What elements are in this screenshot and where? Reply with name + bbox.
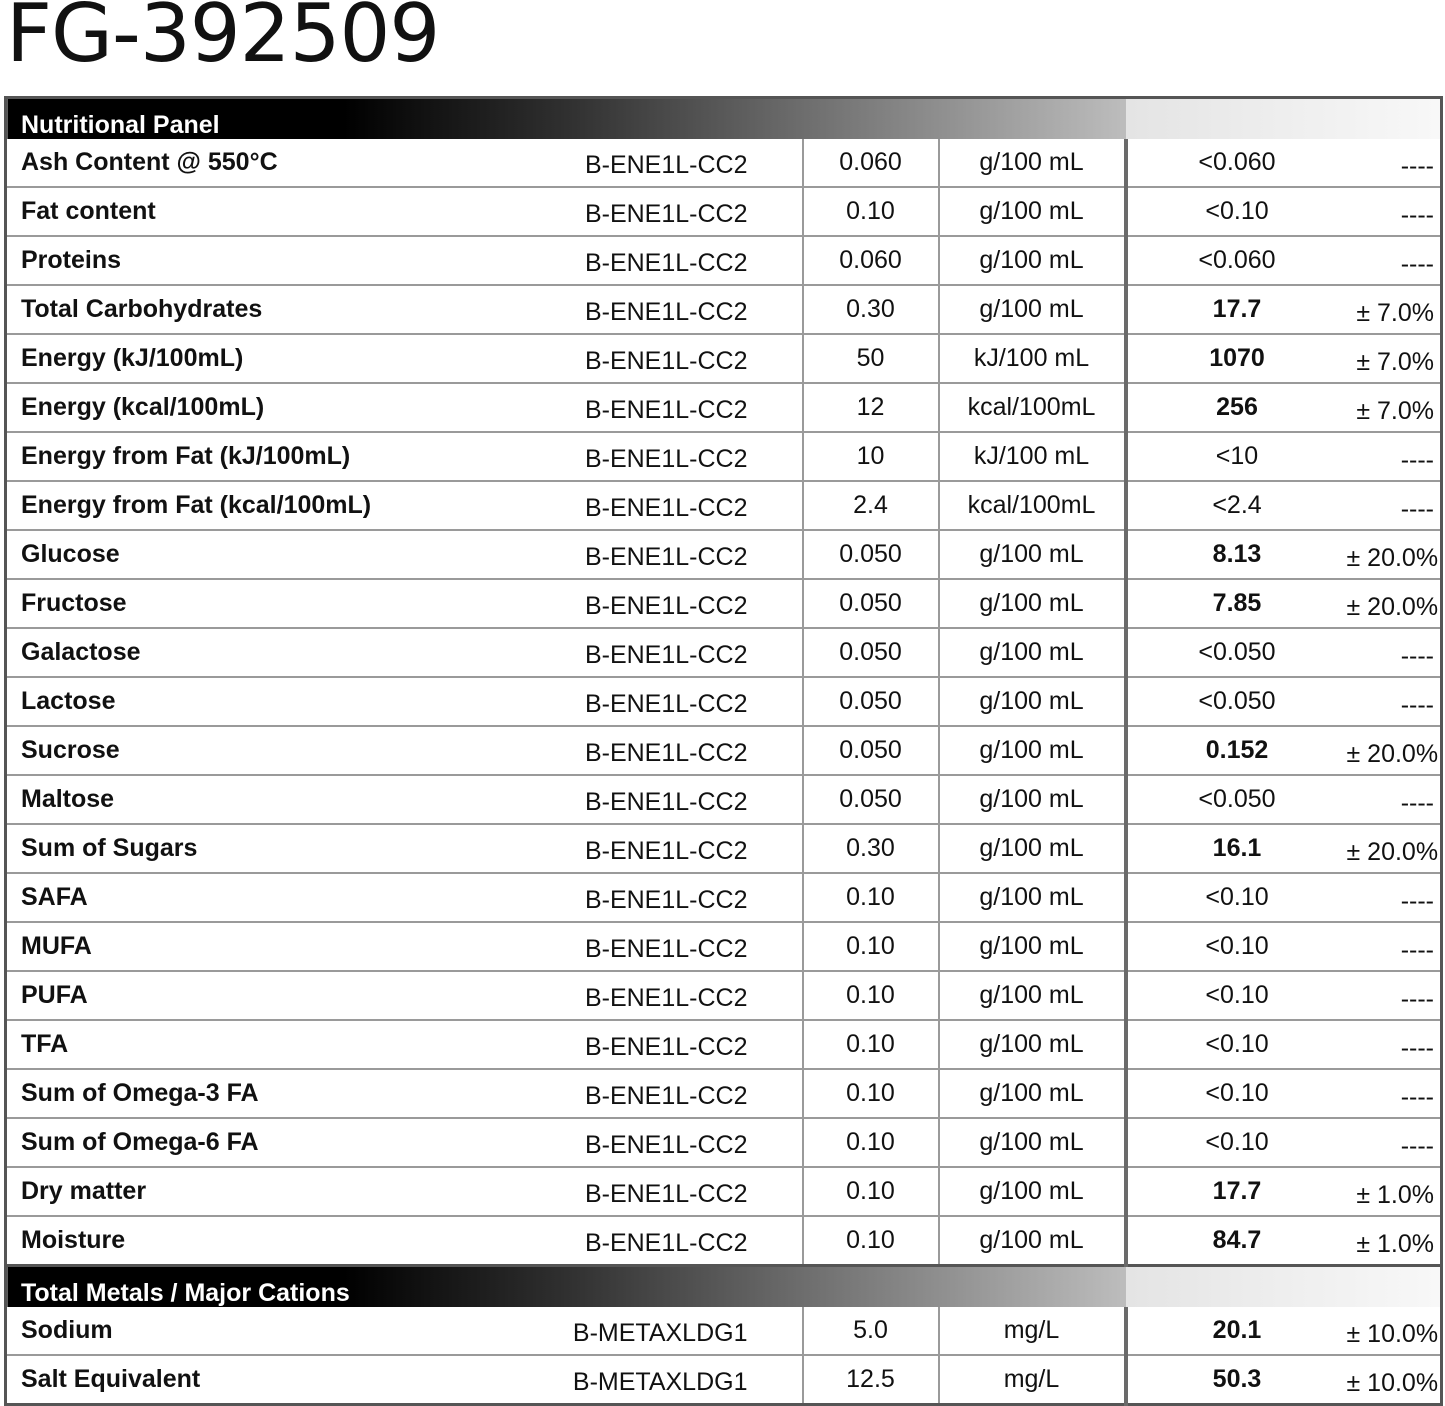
result-value: 1070 (1126, 334, 1347, 383)
detection-limit: 0.050 (803, 775, 939, 824)
unit-cell: kJ/100 mL (939, 432, 1126, 481)
table-row (6, 432, 1442, 481)
table-row (6, 1355, 1442, 1405)
section-header (6, 98, 1442, 140)
result-value: <0.060 (1126, 236, 1347, 285)
analyte-name: Energy (kcal/100mL) (6, 383, 558, 432)
analyte-name: Total Carbohydrates (6, 285, 558, 334)
result-value: <0.10 (1126, 971, 1347, 1020)
table-row (6, 1069, 1442, 1118)
uncertainty-value: ---- (1347, 1020, 1442, 1069)
analyte-name: Maltose (6, 775, 558, 824)
detection-limit: 0.10 (803, 187, 939, 236)
analyte-name: Ash Content @ 550°C (6, 139, 558, 187)
unit-cell: g/100 mL (939, 873, 1126, 922)
detection-limit: 0.10 (803, 1167, 939, 1216)
unit-cell: g/100 mL (939, 1118, 1126, 1167)
result-value: 84.7 (1126, 1216, 1347, 1266)
unit-cell: g/100 mL (939, 1216, 1126, 1266)
method-code: B-METAXLDG1 (572, 1368, 748, 1396)
unit-cell: kcal/100mL (939, 481, 1126, 530)
detection-limit: 0.050 (803, 530, 939, 579)
uncertainty-value: ± 20.0% (1347, 530, 1442, 579)
result-value: 0.152 (1126, 726, 1347, 775)
unit-cell: mg/L (939, 1307, 1126, 1355)
table-row (6, 236, 1442, 285)
uncertainty-value: ---- (1347, 922, 1442, 971)
result-value: <0.10 (1126, 1069, 1347, 1118)
analyte-name: Sodium (6, 1307, 558, 1355)
table-row (6, 1216, 1442, 1266)
result-value: 50.3 (1126, 1355, 1347, 1405)
analyte-name: Moisture (6, 1216, 558, 1266)
detection-limit: 10 (803, 432, 939, 481)
method-code: B-ENE1L-CC2 (558, 1167, 803, 1216)
uncertainty-value: ---- (1347, 873, 1442, 922)
table-row (6, 971, 1442, 1020)
table-row (6, 334, 1442, 383)
unit-cell: mg/L (939, 1355, 1126, 1405)
detection-limit: 0.050 (803, 628, 939, 677)
unit-cell: g/100 mL (939, 530, 1126, 579)
unit-cell: g/100 mL (939, 775, 1126, 824)
result-value: 16.1 (1126, 824, 1347, 873)
method-code: B-ENE1L-CC2 (558, 530, 803, 579)
result-value: 8.13 (1126, 530, 1347, 579)
detection-limit: 50 (803, 334, 939, 383)
unit-cell: g/100 mL (939, 187, 1126, 236)
unit-cell: kJ/100 mL (939, 334, 1126, 383)
analyte-name: Galactose (6, 628, 558, 677)
method-code: B-ENE1L-CC2 (558, 383, 803, 432)
detection-limit: 0.10 (803, 873, 939, 922)
section-title: Nutritional Panel (6, 98, 1126, 140)
uncertainty-value: ± 7.0% (1347, 285, 1442, 334)
analyte-name: Energy from Fat (kcal/100mL) (6, 481, 558, 530)
detection-limit: 0.10 (803, 1118, 939, 1167)
unit-cell: kcal/100mL (939, 383, 1126, 432)
analyte-name: Energy from Fat (kJ/100mL) (6, 432, 558, 481)
table-row (6, 873, 1442, 922)
table-row (6, 579, 1442, 628)
result-value: <0.050 (1126, 628, 1347, 677)
method-code: B-ENE1L-CC2 (558, 1118, 803, 1167)
method-code: B-ENE1L-CC2 (558, 628, 803, 677)
result-value: <0.050 (1126, 677, 1347, 726)
method-code: B-ENE1L-CC2 (558, 481, 803, 530)
method-code: B-ENE1L-CC2 (558, 334, 803, 383)
analyte-name: Lactose (6, 677, 558, 726)
method-code: B-ENE1L-CC2 (558, 726, 803, 775)
uncertainty-value: ---- (1347, 236, 1442, 285)
analyte-name: Fructose (6, 579, 558, 628)
table-row (6, 1020, 1442, 1069)
analyte-name: Sum of Sugars (6, 824, 558, 873)
result-value: 20.1 (1126, 1307, 1347, 1355)
unit-cell: g/100 mL (939, 1020, 1126, 1069)
detection-limit: 0.10 (803, 1020, 939, 1069)
method-code: B-ENE1L-CC2 (558, 677, 803, 726)
result-value: <10 (1126, 432, 1347, 481)
table-row (6, 628, 1442, 677)
uncertainty-value: ± 7.0% (1347, 334, 1442, 383)
section-header-fill (1126, 98, 1442, 140)
detection-limit: 0.30 (803, 824, 939, 873)
analyte-name: Dry matter (6, 1167, 558, 1216)
analyte-name: Proteins (6, 236, 558, 285)
analyte-name: TFA (6, 1020, 558, 1069)
detection-limit: 0.10 (803, 971, 939, 1020)
analyte-name: Sum of Omega-3 FA (6, 1069, 558, 1118)
analyte-name: Glucose (6, 530, 558, 579)
method-code: B-ENE1L-CC2 (558, 1069, 803, 1118)
uncertainty-value: ± 1.0% (1347, 1216, 1442, 1266)
detection-limit: 2.4 (803, 481, 939, 530)
method-code: B-METAXLDG1 (558, 1307, 803, 1355)
unit-cell: g/100 mL (939, 726, 1126, 775)
result-value: <0.10 (1126, 1118, 1347, 1167)
result-value: <0.060 (1126, 139, 1347, 187)
result-value: <0.10 (1126, 187, 1347, 236)
uncertainty-value: ± 7.0% (1347, 383, 1442, 432)
detection-limit: 12 (803, 383, 939, 432)
result-value: <0.050 (1126, 775, 1347, 824)
detection-limit: 0.050 (803, 677, 939, 726)
report-id-title: FG-392509 (6, 0, 440, 80)
unit-cell: g/100 mL (939, 139, 1126, 187)
analyte-name: SAFA (6, 873, 558, 922)
results-table-body (6, 98, 1442, 1405)
analyte-name: Sum of Omega-6 FA (6, 1118, 558, 1167)
detection-limit: 0.10 (803, 1216, 939, 1266)
uncertainty-value: ± 10.0% (1346, 1369, 1439, 1397)
uncertainty-value: ---- (1347, 628, 1442, 677)
section-header-fill (1126, 1266, 1442, 1308)
method-code: B-ENE1L-CC2 (558, 579, 803, 628)
method-code: B-ENE1L-CC2 (558, 824, 803, 873)
table-row (6, 677, 1442, 726)
method-code: B-ENE1L-CC2 (558, 775, 803, 824)
unit-cell: g/100 mL (939, 236, 1126, 285)
unit-cell: g/100 mL (939, 1069, 1126, 1118)
unit-cell: g/100 mL (939, 628, 1126, 677)
table-row (6, 139, 1442, 187)
uncertainty-value: ---- (1347, 432, 1442, 481)
analyte-name: Sucrose (6, 726, 558, 775)
detection-limit: 0.10 (803, 922, 939, 971)
unit-cell: g/100 mL (939, 677, 1126, 726)
table-row (6, 383, 1442, 432)
uncertainty-value: ---- (1347, 481, 1442, 530)
analyte-name: Salt Equivalent (21, 1365, 201, 1393)
unit-cell: g/100 mL (939, 922, 1126, 971)
unit-cell: g/100 mL (939, 971, 1126, 1020)
uncertainty-value: ---- (1347, 139, 1442, 187)
section-title: Total Metals / Major Cations (6, 1266, 1126, 1308)
results-table (4, 96, 1443, 1406)
uncertainty-value: ---- (1347, 1069, 1442, 1118)
detection-limit: 0.30 (803, 285, 939, 334)
table-row (6, 481, 1442, 530)
uncertainty-value: ± 20.0% (1347, 824, 1442, 873)
table-row (6, 285, 1442, 334)
table-row (6, 1167, 1442, 1216)
unit-cell: g/100 mL (939, 1167, 1126, 1216)
result-value: 7.85 (1126, 579, 1347, 628)
uncertainty-value: ---- (1347, 187, 1442, 236)
method-code: B-ENE1L-CC2 (558, 922, 803, 971)
uncertainty-value: ---- (1347, 677, 1442, 726)
detection-limit: 0.050 (803, 579, 939, 628)
method-code: B-ENE1L-CC2 (558, 236, 803, 285)
uncertainty-value: ---- (1347, 1118, 1442, 1167)
section-header (6, 1266, 1442, 1308)
table-row (6, 726, 1442, 775)
method-code: B-ENE1L-CC2 (558, 187, 803, 236)
unit-cell: g/100 mL (939, 285, 1126, 334)
result-value: <0.10 (1126, 1020, 1347, 1069)
table-row (6, 530, 1442, 579)
unit-cell: g/100 mL (939, 579, 1126, 628)
result-value: <0.10 (1126, 922, 1347, 971)
table-row (6, 922, 1442, 971)
method-code: B-ENE1L-CC2 (558, 285, 803, 334)
method-code: B-ENE1L-CC2 (558, 139, 803, 187)
detection-limit: 0.060 (803, 236, 939, 285)
detection-limit: 0.050 (803, 726, 939, 775)
detection-limit: 12.5 (803, 1355, 939, 1405)
unit-cell: g/100 mL (939, 824, 1126, 873)
table-row (6, 824, 1442, 873)
uncertainty-value: ---- (1347, 971, 1442, 1020)
method-code: B-ENE1L-CC2 (558, 873, 803, 922)
analyte-name: PUFA (6, 971, 558, 1020)
detection-limit: 5.0 (803, 1307, 939, 1355)
method-code: B-ENE1L-CC2 (558, 1216, 803, 1266)
table-row (6, 1307, 1442, 1355)
table-row (6, 187, 1442, 236)
result-value: <0.10 (1126, 873, 1347, 922)
method-code: B-ENE1L-CC2 (558, 971, 803, 1020)
table-row (6, 1118, 1442, 1167)
uncertainty-value: ± 20.0% (1347, 726, 1442, 775)
analyte-name: Energy (kJ/100mL) (6, 334, 558, 383)
method-code: B-ENE1L-CC2 (558, 432, 803, 481)
table-row (6, 775, 1442, 824)
method-code: B-ENE1L-CC2 (558, 1020, 803, 1069)
result-value: 17.7 (1126, 285, 1347, 334)
uncertainty-value: ± 1.0% (1347, 1167, 1442, 1216)
uncertainty-value: ± 20.0% (1347, 579, 1442, 628)
analyte-name: MUFA (6, 922, 558, 971)
result-value: 256 (1126, 383, 1347, 432)
result-value: <2.4 (1126, 481, 1347, 530)
analyte-name: Fat content (6, 187, 558, 236)
detection-limit: 0.060 (803, 139, 939, 187)
result-value: 17.7 (1126, 1167, 1347, 1216)
detection-limit: 0.10 (803, 1069, 939, 1118)
uncertainty-value: ± 10.0% (1347, 1307, 1442, 1355)
uncertainty-value: ---- (1347, 775, 1442, 824)
